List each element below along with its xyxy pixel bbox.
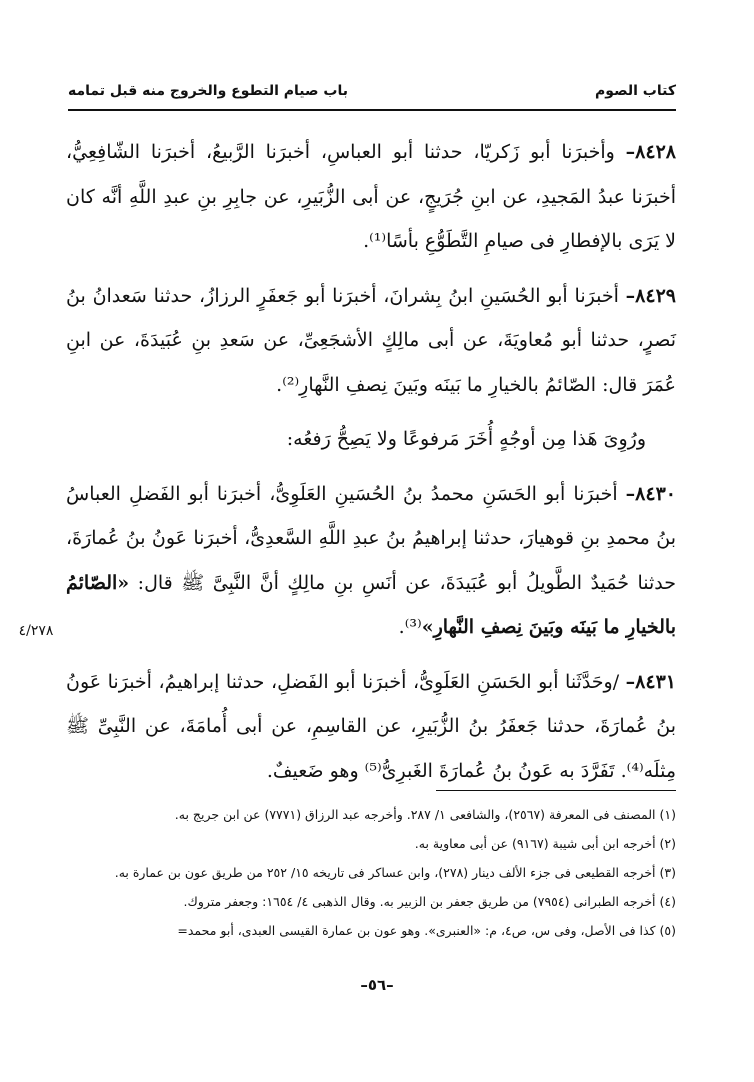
footnote-3: (٣) أخرجه القطيعى فى جزء الألف دينار (٢٧٨)، وابن عساكر فى تاريخه ١٥/ ٢٥٢ من طريق عون بن عمارة به. — [114, 865, 676, 880]
footnote-5: (٥) كذا فى الأصل، وفى س، ص٤، م: «العنبرى». وهو عون بن عمارة القيسى العبدى، أبو محمد= — [177, 923, 676, 938]
hadith-8429 — [66, 274, 676, 408]
header-rule — [68, 109, 676, 111]
footnote-2: (٢) أخرجه ابن أبى شيبة (٩١٦٧) عن أبى معاوية به. — [414, 836, 676, 851]
hadith-text: /وحَدَّثَنا أبو الحَسَنِ العَلَوِىُّ، أخبرَنا أبو الفَضلِ، حدثنا إبراهيمُ، أخبرَنا عَونُ بنُ عُمارَةَ، حدثنا جَعفَرُ بنُ الزُّبَيرِ، عن القاسِمِ، عن أبى أُمامَةَ، عن النَّبِىِّ ﷺ مِثلَه⁽⁴⁾. تَفَرَّدَ به عَونُ بنُ عُمارَةَ الغَبرِىُّ⁽⁵⁾ وهو ضَعيفٌ. — [66, 670, 676, 782]
footnote-1: (١) المصنف فى المعرفة (٢٥٦٧)، والشافعى ١/ ٢٨٧. وأخرجه عبد الرزاق (٧٧٧١) عن ابن جريج به. — [174, 807, 676, 822]
hadith-tail: ⁽³⁾. — [398, 616, 422, 638]
hadith-text: أخبرَنا أبو الحُسَينِ ابنُ بِشرانَ، أخبرَنا أبو جَعفَرٍ الرزازُ، حدثنا سَعدانُ بنُ نَصرٍ، حدثنا أبو مُعاويَةَ، عن أبى مالِكٍ الأشجَعِىِّ، عن سَعدِ بنِ عُبَيدَةَ، عن ابنِ عُمَرَ قال: الصّائمُ بالخيارِ ما بَينَه وبَينَ نِصفِ النَّهارِ⁽²⁾. — [66, 284, 676, 396]
commentary-text: ورُوِىَ هَذا مِن أوجُهٍ أُخَرَ مَرفوعًا ولا يَصِحُّ رَفعُه: — [286, 428, 646, 450]
hadith-text: أخبرَنا أبو الحَسَنِ محمدُ بنُ الحُسَينِ العَلَوِىُّ، أخبرَنا أبو الفَضلِ العباسُ بنُ محمدِ بنِ قوهيارَ، حدثنا إبراهيمُ بنُ عبدِ اللَّهِ السَّعدِىُّ، أخبرَنا عَونُ بنُ عُمارَةَ، حدثنا حُمَيدٌ الطَّويلُ أبو عُبَيدَةَ، عن أنَسِ بنِ مالِكٍ أنَّ النَّبِىَّ ﷺ قال: — [66, 482, 676, 594]
hadith-number: ٨٤٣٠– — [625, 482, 676, 505]
footnote-rule — [436, 790, 676, 791]
header-chapter-title: باب صيام التطوع والخروج منه قبل تمامه — [68, 83, 348, 99]
hadith-8430 — [66, 472, 676, 650]
hadith-number: ٨٤٢٨– — [625, 141, 676, 163]
hadith-8431 — [66, 660, 676, 794]
main-text — [66, 130, 676, 803]
footnotes — [68, 800, 676, 945]
hadith-number: ٨٤٣١– — [625, 670, 676, 693]
prophetic-quote: «الصّائمُ بالخيارِ ما بَينَه وبَينَ نِصفِ النَّهارِ» — [66, 571, 676, 638]
marginal-reference: ٤/٢٧٨ — [18, 623, 54, 639]
running-header — [68, 80, 676, 102]
hadith-number: ٨٤٢٩– — [625, 284, 676, 307]
hadith-text: وأخبرَنا أبو زَكريّا، حدثنا أبو العباسِ، أخبرَنا الرَّبيعُ، أخبرَنا الشّافِعِيُّ، أخبرَنا عبدُ المَجيدِ، عن ابنِ جُرَيجٍ، عن أبى الزُّبَيرِ، عن جابِرِ بنِ عبدِ اللَّهِ أنَّه كان لا يَرَى بالإفطارِ فى صيامِ التَّطَوُّعِ بأسًا⁽¹⁾. — [66, 141, 676, 252]
footnote-4: (٤) أخرجه الطبرانى (٧٩٥٤) من طريق جعفر بن الزبير به. وقال الذهبى ٤/ ١٦٥٤: وجعفر متروك. — [183, 894, 676, 909]
commentary-line — [66, 417, 676, 462]
header-book-title: كتاب الصوم — [595, 83, 676, 99]
hadith-8428 — [66, 130, 676, 264]
page-number: –٥٦– — [360, 976, 394, 994]
